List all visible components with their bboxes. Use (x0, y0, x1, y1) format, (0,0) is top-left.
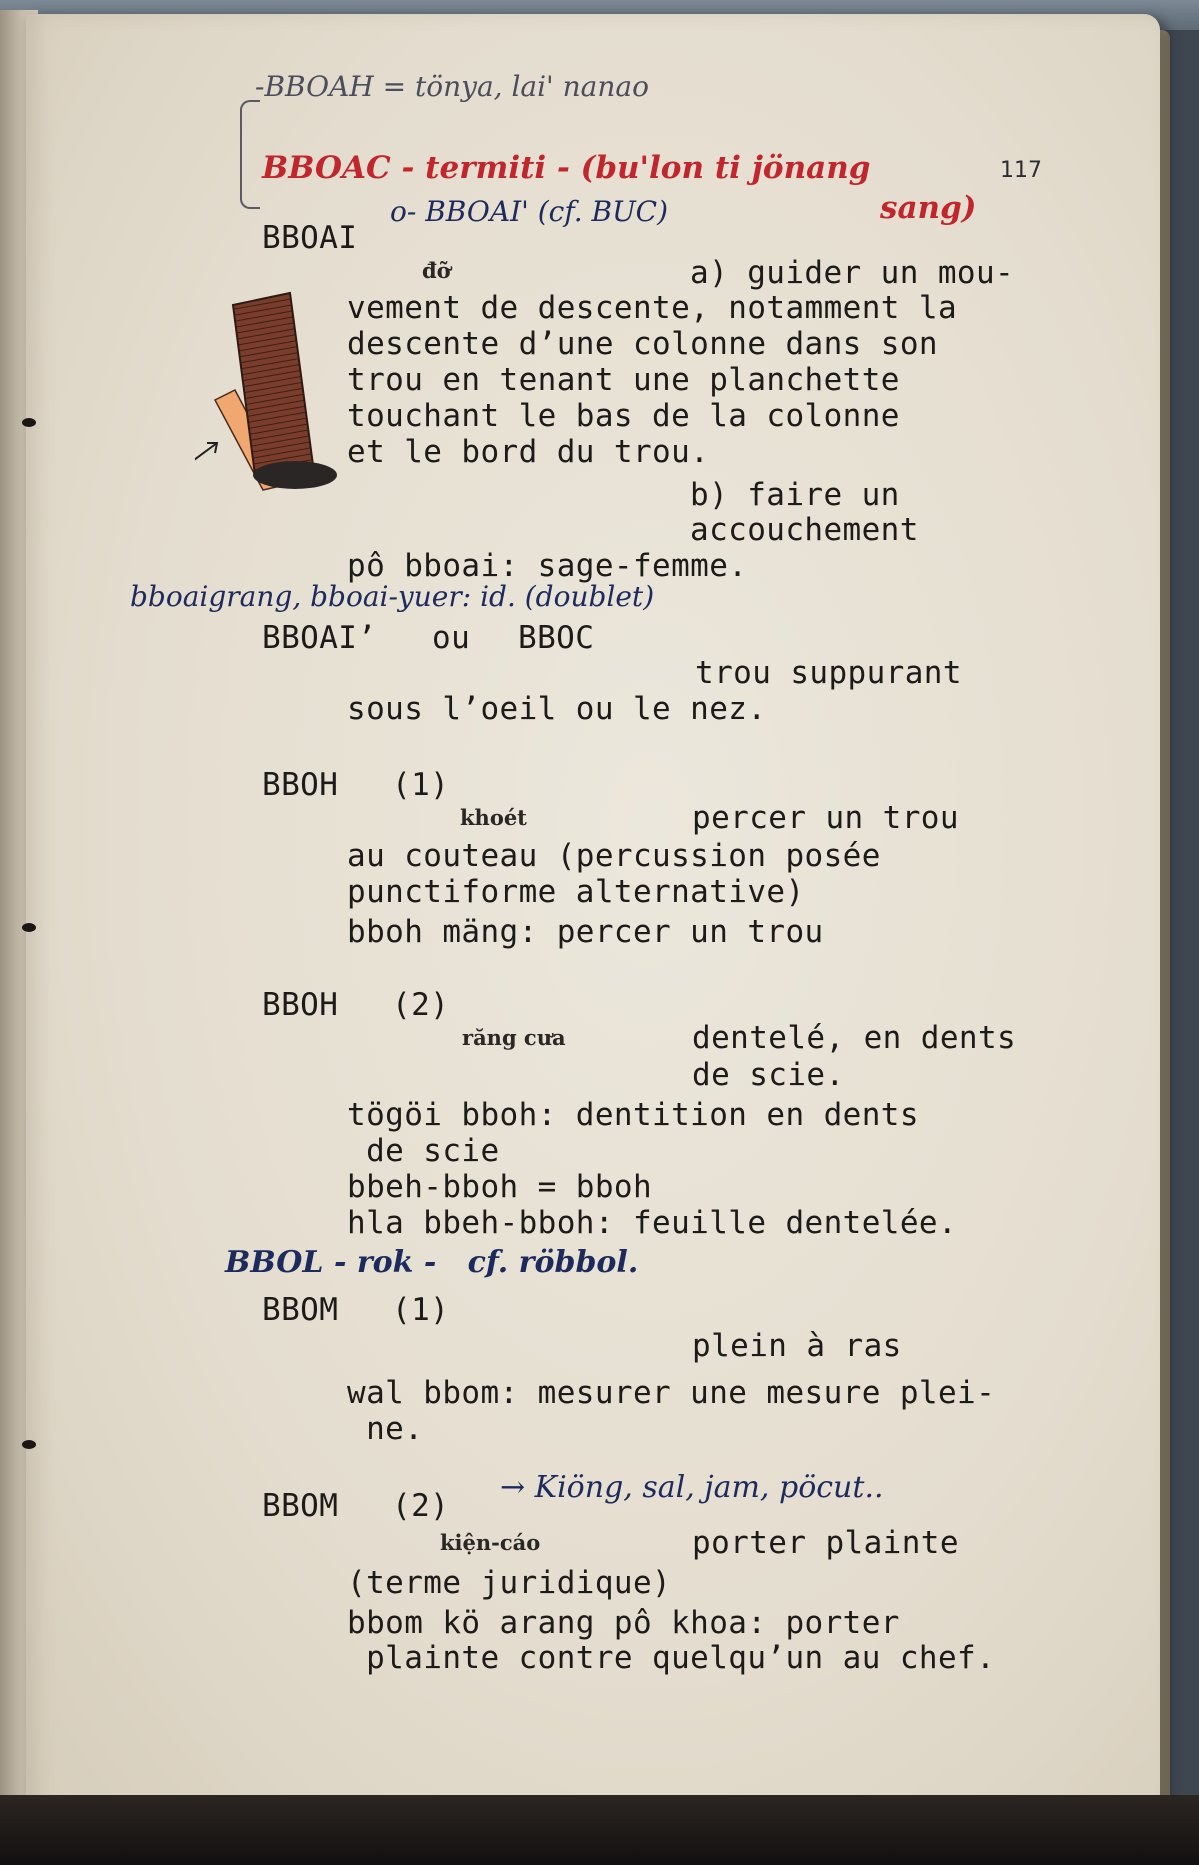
headword-bboh-2: BBOH (262, 987, 339, 1023)
definition-line: au couteau (percussion posée (347, 838, 881, 874)
page-number: 117 (1000, 158, 1042, 183)
example-line: bboh mäng: percer un trou (347, 914, 824, 950)
column-sketch-illustration (195, 285, 345, 495)
definition-line: dentelé, en dents (692, 1020, 1017, 1056)
example-line: (terme juridique) (347, 1565, 672, 1601)
headword-bboai: BBOAI (262, 220, 358, 256)
vietnamese-gloss: kiện-cáo (440, 1530, 541, 1555)
blue-annotation-top: o- BBOAI' (cf. BUC) (390, 195, 669, 228)
example-line: bbeh-bboh = bboh (347, 1169, 653, 1205)
headword-connector: ou (432, 620, 471, 656)
headword-bboc: BBOC (518, 620, 595, 656)
headword-bboai-prime: BBOAI’ (262, 620, 377, 656)
definition-line: sous l’oeil ou le nez. (347, 691, 767, 727)
sense-number: (2) (392, 1488, 450, 1524)
binding-hole (22, 1440, 36, 1449)
example-line: pô bboai: sage-femme. (347, 548, 748, 584)
example-line: wal bbom: mesurer une mesure plei- (347, 1375, 996, 1411)
blue-annotation: BBOL - rok - cf. röbbol. (225, 1245, 639, 1280)
definition-line: trou en tenant une planchette (347, 362, 900, 398)
binding-hole (22, 418, 36, 427)
definition-line: porter plainte (692, 1525, 959, 1561)
pencil-bracket (240, 100, 260, 209)
definition-line: punctiforme alternative) (347, 874, 805, 910)
definition-line: de scie. (692, 1057, 845, 1093)
example-line: plainte contre quelqu’un au chef. (347, 1640, 996, 1676)
sense-number: (1) (392, 1292, 450, 1328)
definition-line: percer un trou (692, 800, 959, 836)
sense-number: (1) (392, 767, 450, 803)
blue-annotation: → Kiöng, sal, jam, pöcut.. (500, 1470, 884, 1505)
example-line: tögöi bboh: dentition en dents (347, 1097, 919, 1133)
blue-annotation: bboaigrang, bboai-yuer: id. (doublet) (130, 580, 655, 613)
definition-line: b) faire un (690, 477, 900, 513)
definition-line: vement de descente, notamment la (347, 290, 958, 326)
definition-line: et le bord du trou. (347, 434, 710, 470)
definition-line: trou suppurant (695, 655, 962, 691)
headword-bbom-1: BBOM (262, 1292, 339, 1328)
example-line: ne. (347, 1411, 424, 1447)
definition-line: accouchement (690, 512, 919, 548)
background-bottom (0, 1795, 1199, 1865)
definition-line: touchant le bas de la colonne (347, 398, 900, 434)
headword-bboh-1: BBOH (262, 767, 339, 803)
binding-hole (22, 923, 36, 932)
definition-line: descente d’une colonne dans son (347, 326, 938, 362)
red-annotation-line-2: sang) (880, 190, 977, 226)
headword-bbom-2: BBOM (262, 1488, 339, 1524)
example-line: bbom kö arang pô khoa: porter (347, 1605, 900, 1641)
definition-line: a) guider un mou- (690, 255, 1015, 291)
vietnamese-gloss: đỡ (422, 258, 451, 283)
pencil-annotation: -BBOAH = tönya, lai' nanao (255, 70, 649, 103)
example-line: hla bbeh-bboh: feuille dentelée. (347, 1205, 958, 1241)
vietnamese-gloss: răng cưa (462, 1025, 566, 1050)
example-line: de scie (347, 1133, 500, 1169)
sense-number: (2) (392, 987, 450, 1023)
red-annotation-line-1: BBOAC - termiti - (bu'lon ti jönang (262, 150, 871, 186)
vietnamese-gloss: khoét (460, 805, 527, 830)
definition-line: plein à ras (692, 1328, 902, 1364)
